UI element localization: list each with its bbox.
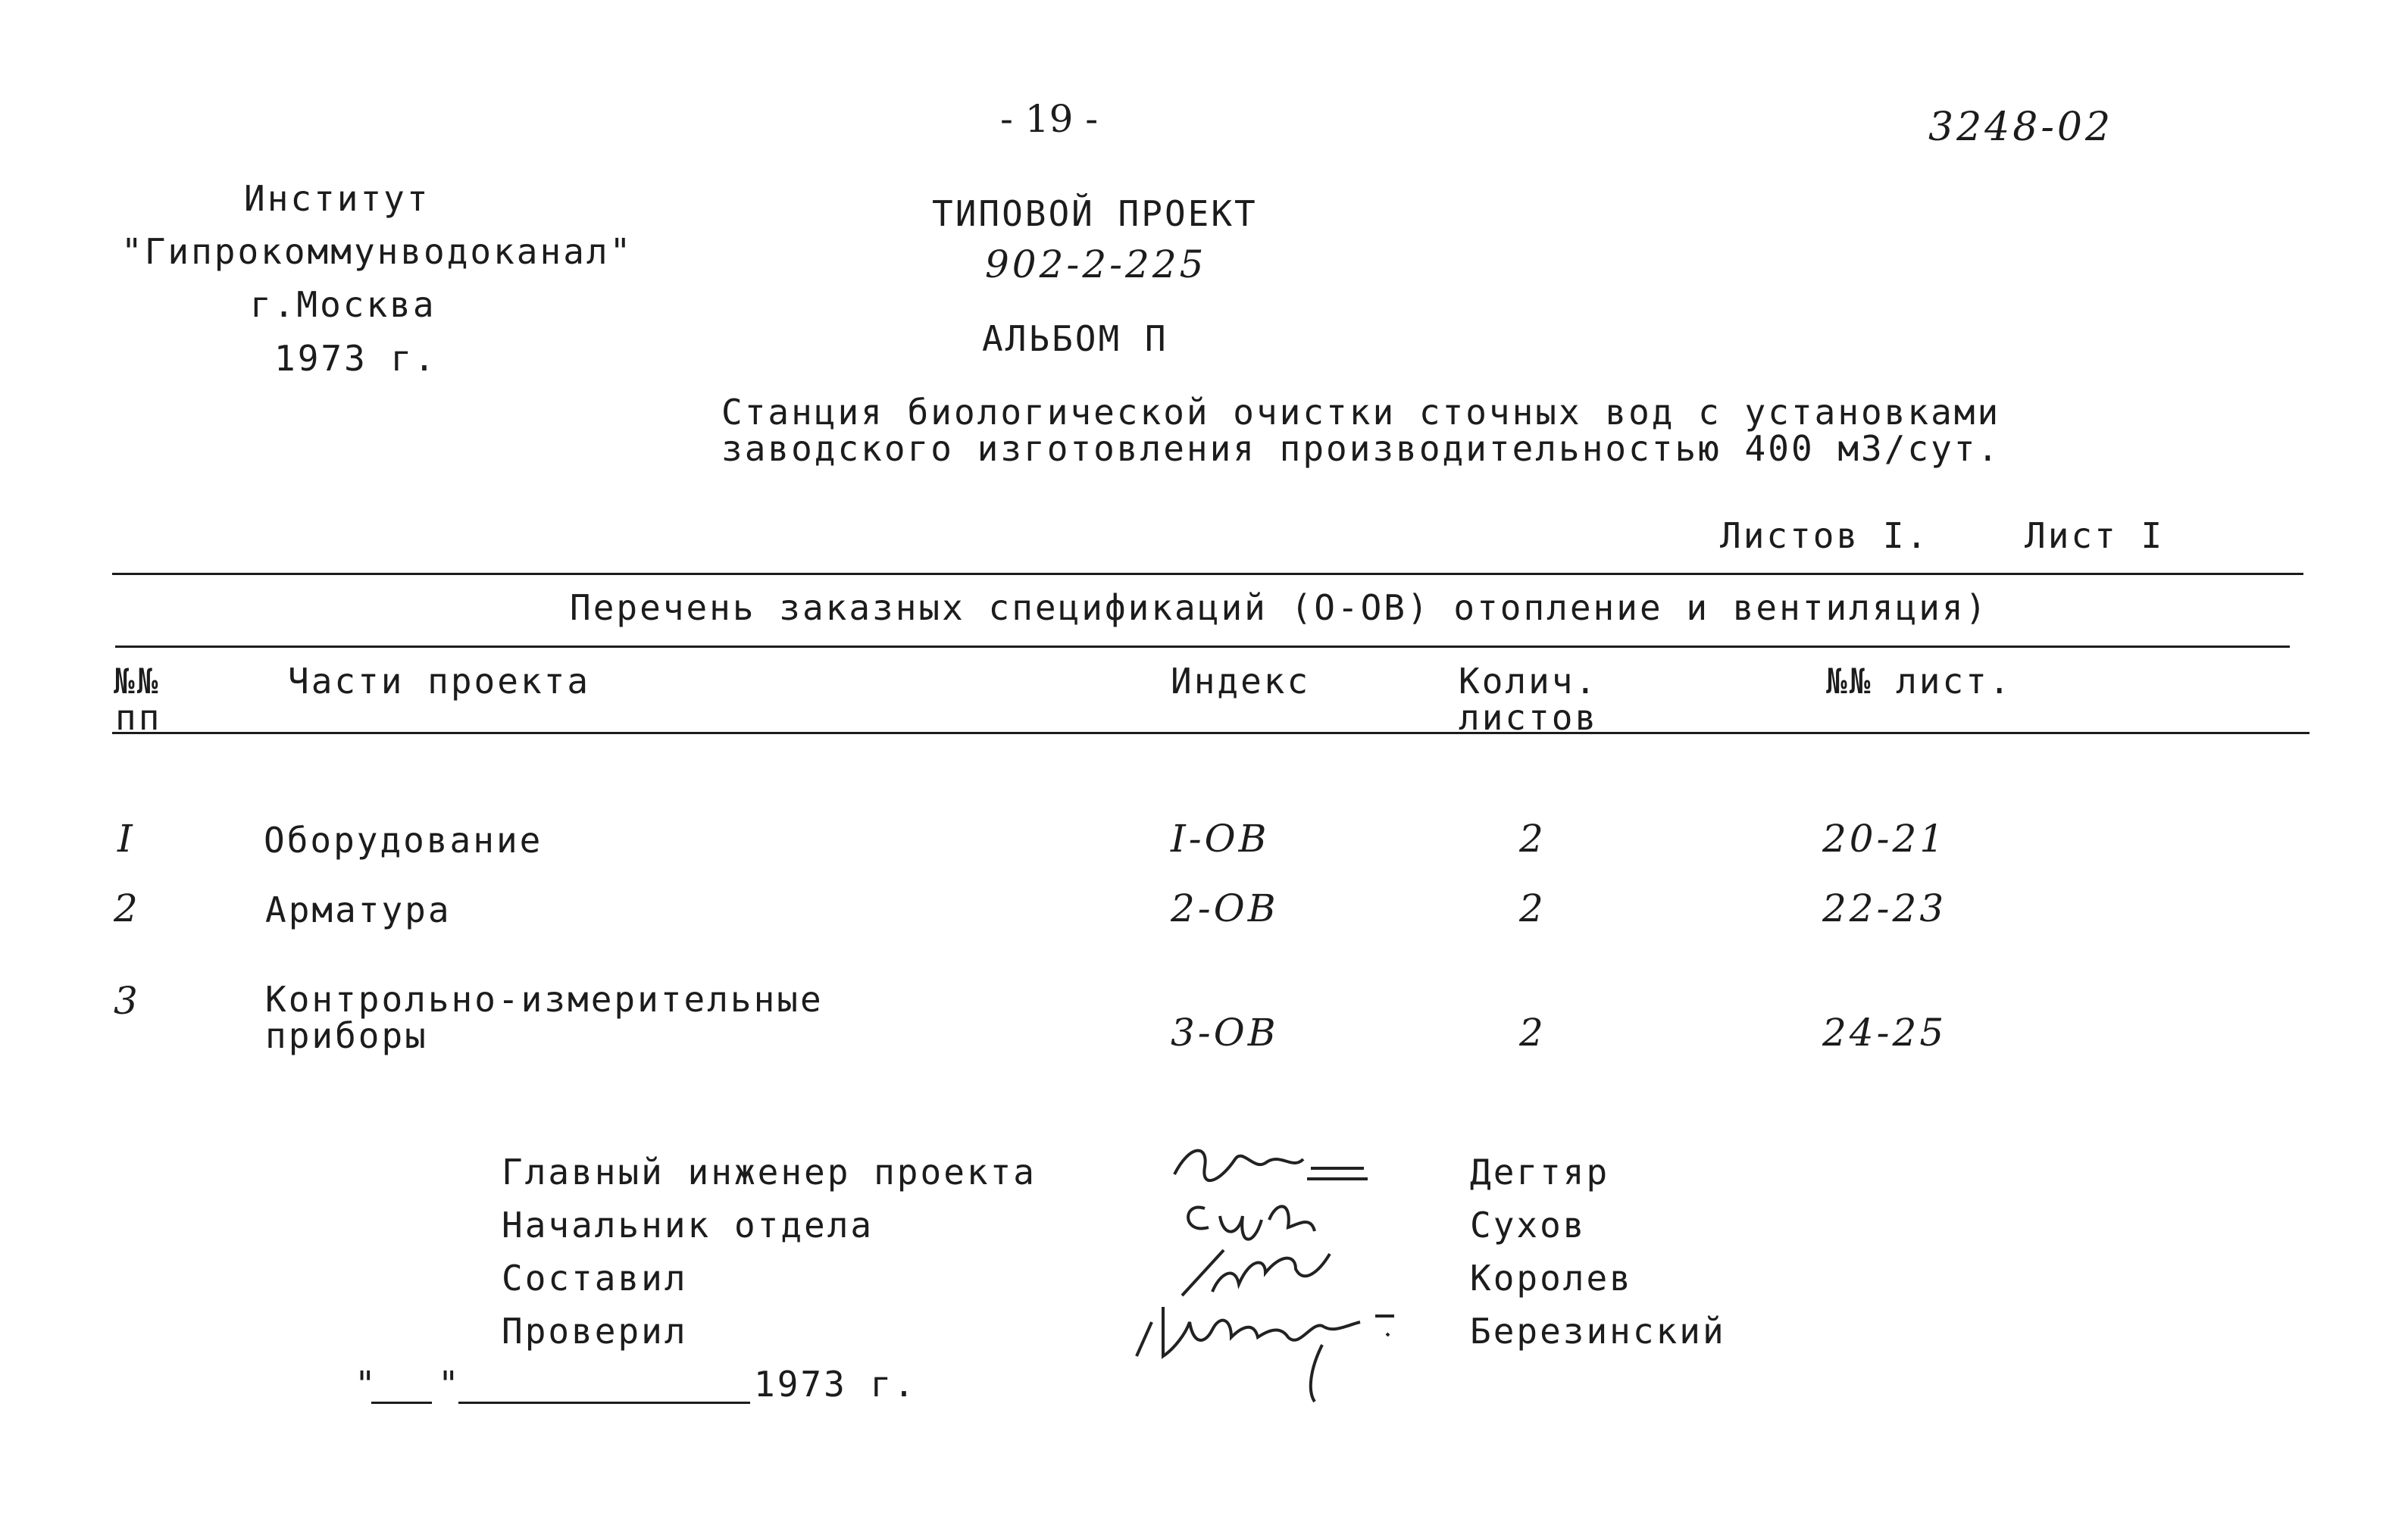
signature-chief-engineer [1167,1136,1379,1189]
sheet-current: Лист I [2025,515,2165,556]
col-header-sheets: №№ лист. [1826,661,2012,702]
institute-city: г.Москва [250,284,436,325]
project-number: 902-2-225 [985,242,1207,286]
row-num: I [117,817,136,861]
row-count: 2 [1519,817,1546,861]
project-description-line1: Станция биологической очистки сточных вод с установками [721,392,2001,433]
name-checked-by: Березинский [1470,1311,1726,1352]
table-title-rule [115,646,2290,648]
date-year: 1973 г. [754,1364,917,1405]
table-title: Перечень заказных спецификаций (О-ОВ) отопление и вентиляция) [570,587,1989,628]
row-part: Арматура [265,889,452,930]
institute-label: Институт [244,178,430,219]
row-sheets: 20-21 [1822,817,1947,861]
row-sheets: 24-25 [1822,1011,1947,1055]
role-checked-by: Проверил [502,1311,688,1352]
row-index: 2-ОВ [1171,886,1279,930]
signature-department-head [1178,1193,1345,1246]
date-day-blank [371,1402,432,1404]
name-chief-engineer: Дегтяр [1470,1152,1610,1193]
row-count: 2 [1519,1011,1546,1055]
row-index: I-ОВ [1171,817,1270,861]
institute-name: "Гипрокоммунводоканал" [121,231,633,272]
row-part: Оборудование [264,820,543,861]
row-num: 2 [114,886,141,930]
document-code: 3248-02 [1928,105,2114,150]
date-quote-close: " [438,1364,461,1405]
col-header-count-sub: листов [1459,697,1599,738]
project-description-line2: заводского изготовления производительностью 400 м3/сут. [721,428,2001,469]
name-department-head: Сухов [1470,1205,1587,1246]
col-header-part: Части проекта [288,661,591,702]
date-month-blank [458,1402,750,1404]
sheets-total: Листов I. [1720,515,1930,556]
project-type-label: ТИПОВОЙ ПРОЕКТ [932,193,1258,234]
signature-checked-by [1118,1292,1436,1405]
col-header-num: №№ [114,661,161,702]
role-chief-engineer: Главный инженер проекта [502,1152,1037,1193]
table-header-rule [112,732,2309,734]
role-department-head: Начальник отдела [502,1205,874,1246]
table-top-rule [112,573,2303,575]
album-label: АЛЬБОМ П [982,318,1168,359]
col-header-index: Индекс [1171,661,1311,702]
role-compiled-by: Составил [502,1258,688,1299]
row-part: Контрольно-измерительные [265,979,824,1020]
row-count: 2 [1519,886,1546,930]
name-compiled-by: Королев [1470,1258,1633,1299]
col-header-count: Колич. [1459,661,1599,702]
institute-year: 1973 г. [274,338,437,379]
row-index: 3-ОВ [1171,1011,1279,1055]
row-part-continued: приборы [265,1015,428,1056]
col-header-num-sub: пп [115,697,162,738]
page-number: - 19 - [1000,97,1099,141]
row-num: 3 [114,979,141,1023]
row-sheets: 22-23 [1822,886,1947,930]
date-quote-open: " [355,1364,378,1405]
